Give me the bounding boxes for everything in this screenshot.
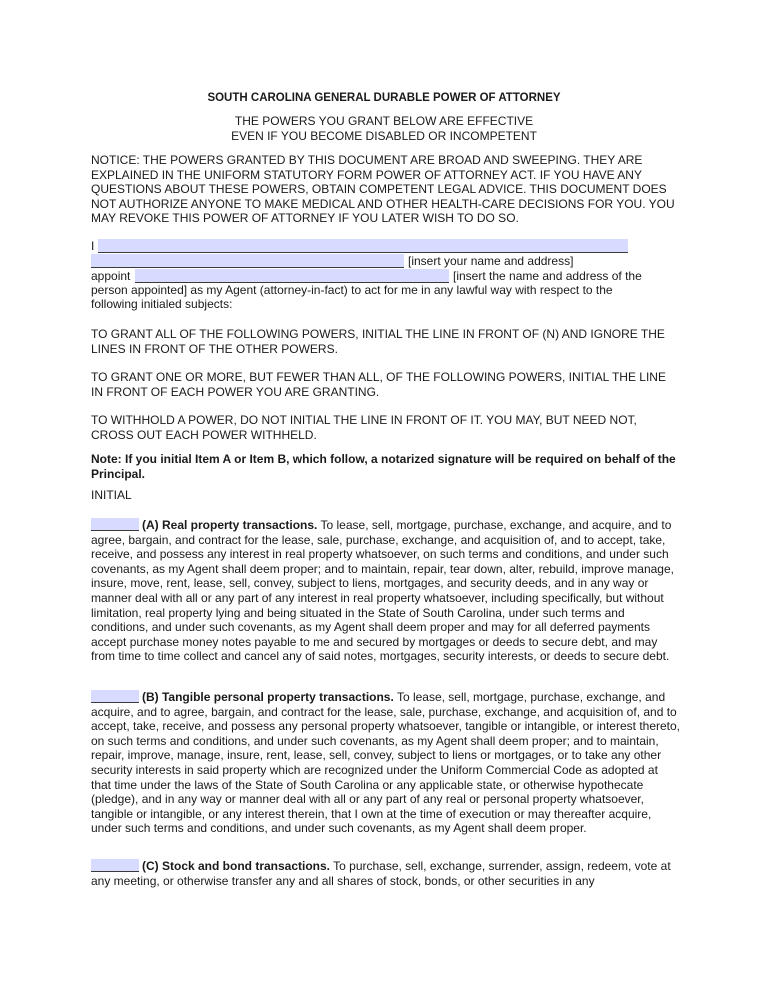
power-item-b <box>91 690 681 836</box>
document-title: SOUTH CAROLINA GENERAL DURABLE POWER OF ATTORNEY <box>207 92 561 104</box>
principal-hint: [insert your name and address] <box>408 254 574 268</box>
item-a-text: To lease, sell, mortgage, purchase, exchange, and acquire, and to agree, bargain, and contract for the lease, sale, purchase, exchange, and acquisition of, and to accept, take, receive, and possess any interest in real property whatsoever, on such terms and conditions, and under such covenants, as my Agent shall deem proper; and to maintain, repair, tear down, alter, rebuild, improve manage, insure, move, rent, lease, sell, convey, subject to liens, mortgages, and security deeds, and in any way or manner deal with all or any part of any interest in real property whatsoever, including specifically, but without limitation, real property lying and being situated in the State of South Carolina, under such terms and conditions, and under such covenants, as my Agent shall deem proper and may for all deferred payments accept purchase money notes payable to me and secured by mortgages or deeds to secure debt, and may from time to time collect and cancel any of said notes, mortgages, security interests, or deeds to secure debt. <box>91 518 674 664</box>
initial-field-c[interactable] <box>91 859 139 872</box>
subtitle-line-1: THE POWERS YOU GRANT BELOW ARE EFFECTIVE <box>234 114 534 128</box>
principal-address-field[interactable] <box>91 254 404 268</box>
initial-field-a[interactable] <box>91 518 139 531</box>
subtitle-line-2: EVEN IF YOU BECOME DISABLED OR INCOMPETENT <box>231 129 537 143</box>
item-c-text: To purchase, sell, exchange, surrender, assign, redeem, vote at any meeting, or otherwise transfer any and all shares of stock, bonds, or other securities in any <box>91 859 671 888</box>
agent-hint: [insert the name and address of the <box>453 269 642 283</box>
item-b-text: To lease, sell, mortgage, purchase, exchange, and acquire, and to agree, bargain, and contract for the lease, sale, purchase, exchange, and acquisition of, and to accept, take, receive, and possess any personal property whatsoever, tangible or intangible, or interest thereto, on such terms and conditions, and under such covenants, as my Agent shall deem proper; and to maintain, repair, improve, manage, insure, rent, lease, sell, convey, subject to liens or mortgages, or to take any other security interests in said property which are recognized under the Uniform Commercial Code as adopted at that time under the laws of the State of South Carolina or any applicable state, or otherwise hypothecate (pledge), and in any way or manner deal with all or any part of any real or personal property whatsoever, tangible or intangible, or any interest therein, that I own at the time of execution or may thereafter acquire, under such terms and conditions, and under such covenants, as my Agent shall deem proper. <box>91 690 681 836</box>
principal-prefix: I <box>91 239 95 253</box>
instruction-withhold: TO WITHHOLD A POWER, DO NOT INITIAL THE LINE IN FRONT OF IT. YOU MAY, BUT NEED NOT, CROSS OUT EACH POWER WITHHELD. <box>91 413 637 442</box>
item-c-heading: (C) Stock and bond transactions. <box>142 859 331 873</box>
instruction-grant-all: TO GRANT ALL OF THE FOLLOWING POWERS, INITIAL THE LINE IN FRONT OF (N) AND IGNORE THE LINES IN FRONT OF THE OTHER POWERS. <box>91 327 665 356</box>
notarization-note: Note: If you initial Item A or Item B, which follow, a notarized signature will be required on behalf of the Principal. <box>91 452 676 481</box>
initial-field-b[interactable] <box>91 690 139 703</box>
item-b-heading: (B) Tangible personal property transactions. <box>142 690 394 704</box>
principal-name-field[interactable] <box>98 239 628 253</box>
item-a-heading: (A) Real property transactions. <box>142 518 318 532</box>
agent-name-field[interactable] <box>135 269 449 283</box>
instruction-grant-some: TO GRANT ONE OR MORE, BUT FEWER THAN ALL, OF THE FOLLOWING POWERS, INITIAL THE LINE IN FRONT OF EACH POWER YOU ARE GRANTING. <box>91 370 666 399</box>
agent-continuation-1: person appointed] as my Agent (attorney-in-fact) to act for me in any lawful way with respect to the <box>91 283 613 297</box>
power-item-a <box>91 518 681 664</box>
power-item-c <box>91 859 681 888</box>
agent-prefix: appoint <box>91 269 131 283</box>
notice-paragraph: NOTICE: THE POWERS GRANTED BY THIS DOCUMENT ARE BROAD AND SWEEPING. THEY ARE EXPLAINED IN THE UNIFORM STATUTORY FORM POWER OF ATTORNEY ACT. IF YOU HAVE ANY QUESTIONS ABOUT THESE POWERS, OBTAIN COMPETENT LEGAL ADVICE. THIS DOCUMENT DOES NOT AUTHORIZE ANYONE TO MAKE MEDICAL AND OTHER HEALTH-CARE DECISIONS FOR YOU. YOU MAY REVOKE THIS POWER OF ATTORNEY IF YOU LATER WISH TO DO SO. <box>91 153 675 226</box>
agent-continuation-2: following initialed subjects: <box>91 297 233 311</box>
initial-header: INITIAL <box>91 488 132 502</box>
